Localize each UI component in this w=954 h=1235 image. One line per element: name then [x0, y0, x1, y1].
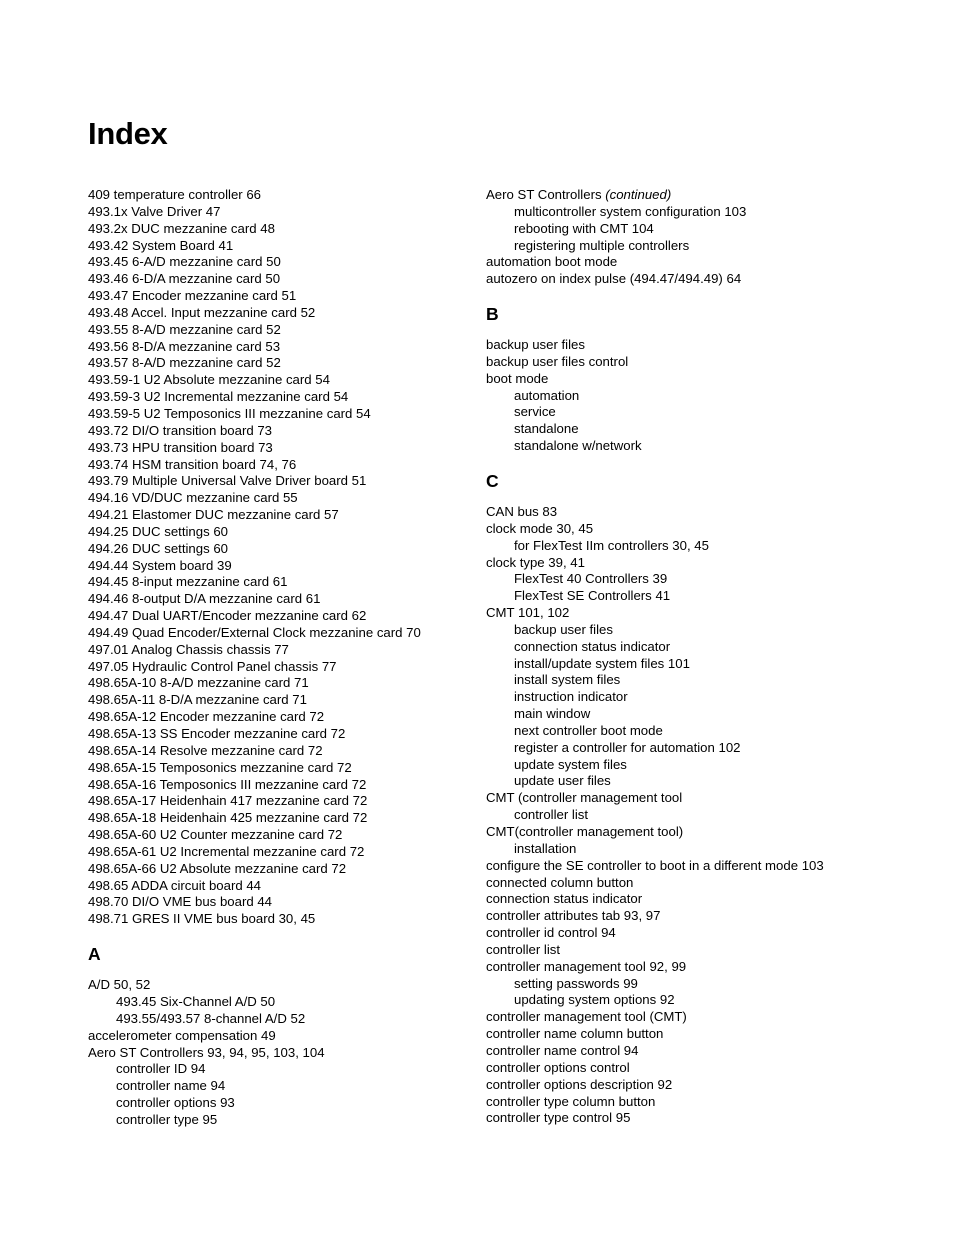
index-subentry: registering multiple controllers — [514, 237, 690, 253]
index-entry: 493.59-5 U2 Temposonics III mezzanine card 54 — [88, 405, 371, 421]
section-gap — [486, 288, 926, 304]
index-entry: 493.79 Multiple Universal Valve Driver board 51 — [88, 473, 367, 489]
index-subentry: rebooting with CMT 104 — [514, 220, 654, 236]
index-subentry: installation — [514, 840, 577, 856]
index-entry: CMT 101, 102 — [486, 605, 570, 621]
index-subentry: standalone w/network — [514, 438, 642, 454]
index-entry: 493.1x Valve Driver 47 — [88, 203, 221, 219]
index-entry: 493.59-3 U2 Incremental mezzanine card 54 — [88, 389, 349, 405]
index-entry: 498.65 ADDA circuit board 44 — [88, 877, 262, 893]
continued-heading-text: Aero ST Controllers — [486, 187, 602, 202]
index-entry: controller options control — [486, 1059, 630, 1075]
index-subentry: multicontroller system configuration 103 — [514, 203, 747, 219]
index-entry: CAN bus 83 — [486, 503, 558, 519]
index-entry: controller name control 94 — [486, 1042, 639, 1058]
index-entry: 494.25 DUC settings 60 — [88, 523, 229, 539]
index-entry: 497.05 Hydraulic Control Panel chassis 77 — [88, 658, 337, 674]
index-entry: controller type control 95 — [486, 1110, 631, 1126]
section-c — [486, 471, 926, 1127]
index-entry: 494.49 Quad Encoder/External Clock mezzanine card 70 — [88, 624, 421, 640]
section-letter-c: C — [486, 470, 499, 491]
index-entry: 493.47 Encoder mezzanine card 51 — [88, 288, 297, 304]
index-entry: 498.65A-10 8-A/D mezzanine card 71 — [88, 675, 309, 691]
index-entry: 498.65A-14 Resolve mezzanine card 72 — [88, 742, 323, 758]
index-entry: 498.65A-66 U2 Absolute mezzanine card 72 — [88, 860, 347, 876]
index-entry: 493.73 HPU transition board 73 — [88, 439, 273, 455]
index-entry: controller management tool 92, 99 — [486, 958, 687, 974]
index-entry: 498.65A-18 Heidenhain 425 mezzanine card 72 — [88, 810, 368, 826]
index-subentry: backup user files — [514, 621, 613, 637]
index-entry: Aero ST Controllers 93, 94, 95, 103, 104 — [88, 1044, 325, 1060]
index-entry: backup user files control — [486, 353, 629, 369]
index-subentry: setting passwords 99 — [514, 975, 638, 991]
index-entry: automation boot mode — [486, 254, 618, 270]
index-subentry: connection status indicator — [514, 638, 671, 654]
index-entry: 493.72 DI/O transition board 73 — [88, 422, 273, 438]
index-entry: 498.65A-60 U2 Counter mezzanine card 72 — [88, 827, 343, 843]
index-entry: 493.55 8-A/D mezzanine card 52 — [88, 321, 281, 337]
index-entry: controller management tool (CMT) — [486, 1009, 687, 1025]
index-subentry: for FlexTest IIm controllers 30, 45 — [514, 537, 709, 553]
index-entry: connected column button — [486, 874, 634, 890]
index-entry: 498.71 GRES II VME bus board 30, 45 — [88, 911, 316, 927]
index-entry: 409 temperature controller 66 — [88, 187, 262, 202]
index-entry: controller name column button — [486, 1026, 664, 1042]
index-subentry: 493.55/493.57 8-channel A/D 52 — [116, 1010, 306, 1026]
index-entry: A/D 50, 52 — [88, 977, 151, 993]
index-entry: 493.2x DUC mezzanine card 48 — [88, 220, 275, 236]
index-entry: CMT (controller management tool — [486, 790, 683, 806]
index-subentry: 493.45 Six-Channel A/D 50 — [116, 993, 276, 1009]
index-entry: clock mode 30, 45 — [486, 520, 594, 536]
index-entry: 498.65A-61 U2 Incremental mezzanine card 72 — [88, 843, 365, 859]
index-subentry: install system files — [514, 672, 621, 688]
index-entry: 494.45 8-input mezzanine card 61 — [88, 574, 288, 590]
index-subentry: controller options 93 — [116, 1095, 235, 1111]
index-subentry: standalone — [514, 421, 579, 437]
index-entry: 493.57 8-A/D mezzanine card 52 — [88, 355, 281, 371]
page-title: Index — [88, 116, 168, 151]
index-entry: configure the SE controller to boot in a different mode 103 — [486, 857, 824, 873]
index-entry: 494.44 System board 39 — [88, 557, 232, 573]
index-subentry: controller ID 94 — [116, 1061, 206, 1077]
index-subentry: main window — [514, 706, 591, 722]
continued-note: (continued) — [605, 187, 672, 202]
index-entry: 498.65A-11 8-D/A mezzanine card 71 — [88, 692, 307, 708]
index-subentry: service — [514, 404, 556, 420]
index-entry: controller options description 92 — [486, 1076, 673, 1092]
index-entry: 498.65A-16 Temposonics III mezzanine card 72 — [88, 776, 367, 792]
index-entry: 493.42 System Board 41 — [88, 237, 234, 253]
section-letter-b: B — [486, 304, 499, 325]
index-entry: clock type 39, 41 — [486, 554, 585, 570]
index-entry: controller type column button — [486, 1093, 656, 1109]
index-entry: controller attributes tab 93, 97 — [486, 908, 661, 924]
index-subentry: FlexTest 40 Controllers 39 — [514, 571, 668, 587]
index-column-right — [486, 187, 926, 1127]
section-a — [88, 944, 468, 1129]
index-entry: 498.65A-15 Temposonics mezzanine card 72 — [88, 759, 352, 775]
index-entry: 494.47 Dual UART/Encoder mezzanine card 62 — [88, 608, 367, 624]
index-entry: 498.65A-12 Encoder mezzanine card 72 — [88, 709, 325, 725]
section-b — [486, 304, 926, 455]
index-entry: CMT(controller management tool) — [486, 824, 684, 839]
index-entry: controller list — [486, 941, 561, 957]
index-entry: 493.74 HSM transition board 74, 76 — [88, 456, 297, 472]
index-entry: autozero on index pulse (494.47/494.49) 64 — [486, 271, 742, 287]
index-subentry: controller list — [514, 807, 589, 823]
index-subentry: FlexTest SE Controllers 41 — [514, 588, 671, 604]
index-subentry: controller type 95 — [116, 1111, 218, 1127]
index-subentry: automation — [514, 387, 580, 403]
index-subentry: update user files — [514, 773, 611, 789]
index-entry: 494.16 VD/DUC mezzanine card 55 — [88, 490, 298, 506]
continued-group — [486, 187, 926, 288]
index-subentry: instruction indicator — [514, 689, 628, 705]
index-entry: 493.59-1 U2 Absolute mezzanine card 54 — [88, 372, 330, 388]
index-entry: 498.65A-13 SS Encoder mezzanine card 72 — [88, 726, 346, 741]
index-entry: 494.46 8-output D/A mezzanine card 61 — [88, 591, 321, 607]
index-entry: 493.48 Accel. Input mezzanine card 52 — [88, 304, 316, 320]
index-column-left — [88, 187, 468, 1129]
index-subentry: register a controller for automation 102 — [514, 739, 741, 755]
section-gap — [88, 928, 468, 944]
index-entry: 498.70 DI/O VME bus board 44 — [88, 894, 273, 910]
section-letter-a: A — [88, 944, 101, 965]
index-subentry: install/update system files 101 — [514, 655, 690, 671]
index-subentry: controller name 94 — [116, 1078, 226, 1094]
index-entry: 494.26 DUC settings 60 — [88, 540, 229, 556]
index-entry: 493.56 8-D/A mezzanine card 53 — [88, 338, 281, 354]
index-entry: 497.01 Analog Chassis chassis 77 — [88, 641, 289, 657]
index-entry: 493.46 6-D/A mezzanine card 50 — [88, 271, 281, 287]
continued-heading — [486, 187, 926, 204]
index-entry: 493.45 6-A/D mezzanine card 50 — [88, 254, 281, 270]
index-entry: 498.65A-17 Heidenhain 417 mezzanine card 72 — [88, 793, 368, 809]
index-subentry: update system files — [514, 756, 627, 772]
index-subentry: next controller boot mode — [514, 722, 663, 738]
index-entry: boot mode — [486, 370, 549, 386]
index-entry: 494.21 Elastomer DUC mezzanine card 57 — [88, 507, 339, 523]
index-entry: accelerometer compensation 49 — [88, 1027, 276, 1043]
index-entry: backup user files — [486, 337, 585, 353]
section-gap — [486, 455, 926, 471]
numeric-entries — [88, 187, 468, 928]
index-entry: controller id control 94 — [486, 925, 616, 941]
index-entry: connection status indicator — [486, 891, 643, 907]
index-subentry: updating system options 92 — [514, 992, 675, 1008]
